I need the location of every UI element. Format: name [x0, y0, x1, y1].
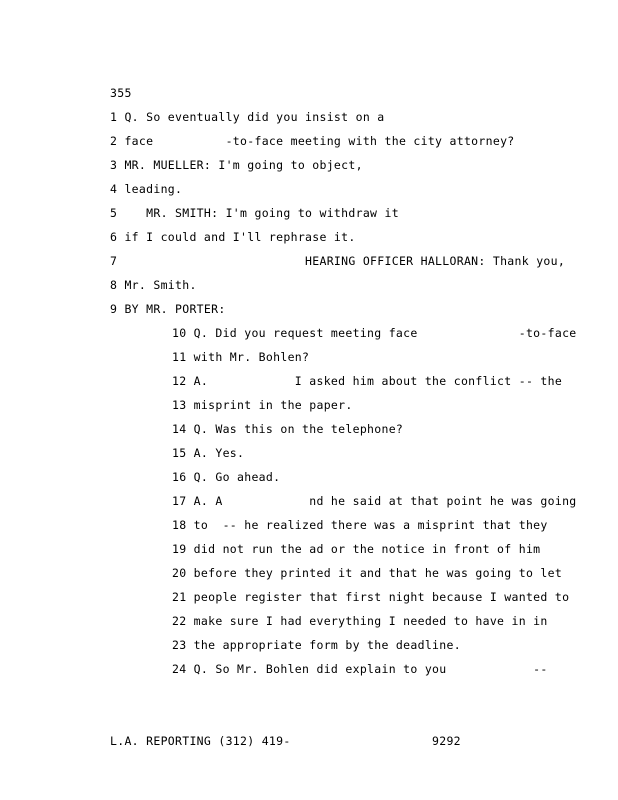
transcript-line: 17 A. A nd he said at that point he was going — [172, 494, 577, 508]
transcript-line: 2 face -to-face meeting with the city attorney? — [110, 134, 515, 148]
transcript-line: 18 to -- he realized there was a misprint that they — [172, 518, 548, 532]
transcript-line: 11 with Mr. Bohlen? — [172, 350, 310, 364]
transcript-line: 3 MR. MUELLER: I'm going to object, — [110, 158, 363, 172]
transcript-line: 13 misprint in the paper. — [172, 398, 353, 412]
transcript-line: 23 the appropriate form by the deadline. — [172, 638, 461, 652]
transcript-line: 22 make sure I had everything I needed to have in in — [172, 614, 548, 628]
footer-reporter: L.A. REPORTING (312) 419- — [110, 734, 291, 748]
page-number: 355 — [110, 86, 132, 100]
transcript-line: 15 A. Yes. — [172, 446, 245, 460]
transcript-line: 8 Mr. Smith. — [110, 278, 197, 292]
transcript-line: 19 did not run the ad or the notice in front of him — [172, 542, 541, 556]
transcript-line: 4 leading. — [110, 182, 183, 196]
transcript-line: 6 if I could and I'll rephrase it. — [110, 230, 356, 244]
transcript-line: 7 HEARING OFFICER HALLORAN: Thank you, — [110, 254, 566, 268]
transcript-line: 5 MR. SMITH: I'm going to withdraw it — [110, 206, 399, 220]
transcript-line: 1 Q. So eventually did you insist on a — [110, 110, 385, 124]
transcript-line: 10 Q. Did you request meeting face -to-face — [172, 326, 577, 340]
transcript-line: 9 BY MR. PORTER: — [110, 302, 226, 316]
transcript-line: 24 Q. So Mr. Bohlen did explain to you -- — [172, 662, 548, 676]
transcript-line: 12 A. I asked him about the conflict -- the — [172, 374, 563, 388]
transcript-line: 21 people register that first night because I wanted to — [172, 590, 570, 604]
transcript-line: 20 before they printed it and that he was going to let — [172, 566, 563, 580]
footer-phone-suffix: 9292 — [432, 734, 461, 748]
transcript-line: 14 Q. Was this on the telephone? — [172, 422, 404, 436]
transcript-line: 16 Q. Go ahead. — [172, 470, 281, 484]
